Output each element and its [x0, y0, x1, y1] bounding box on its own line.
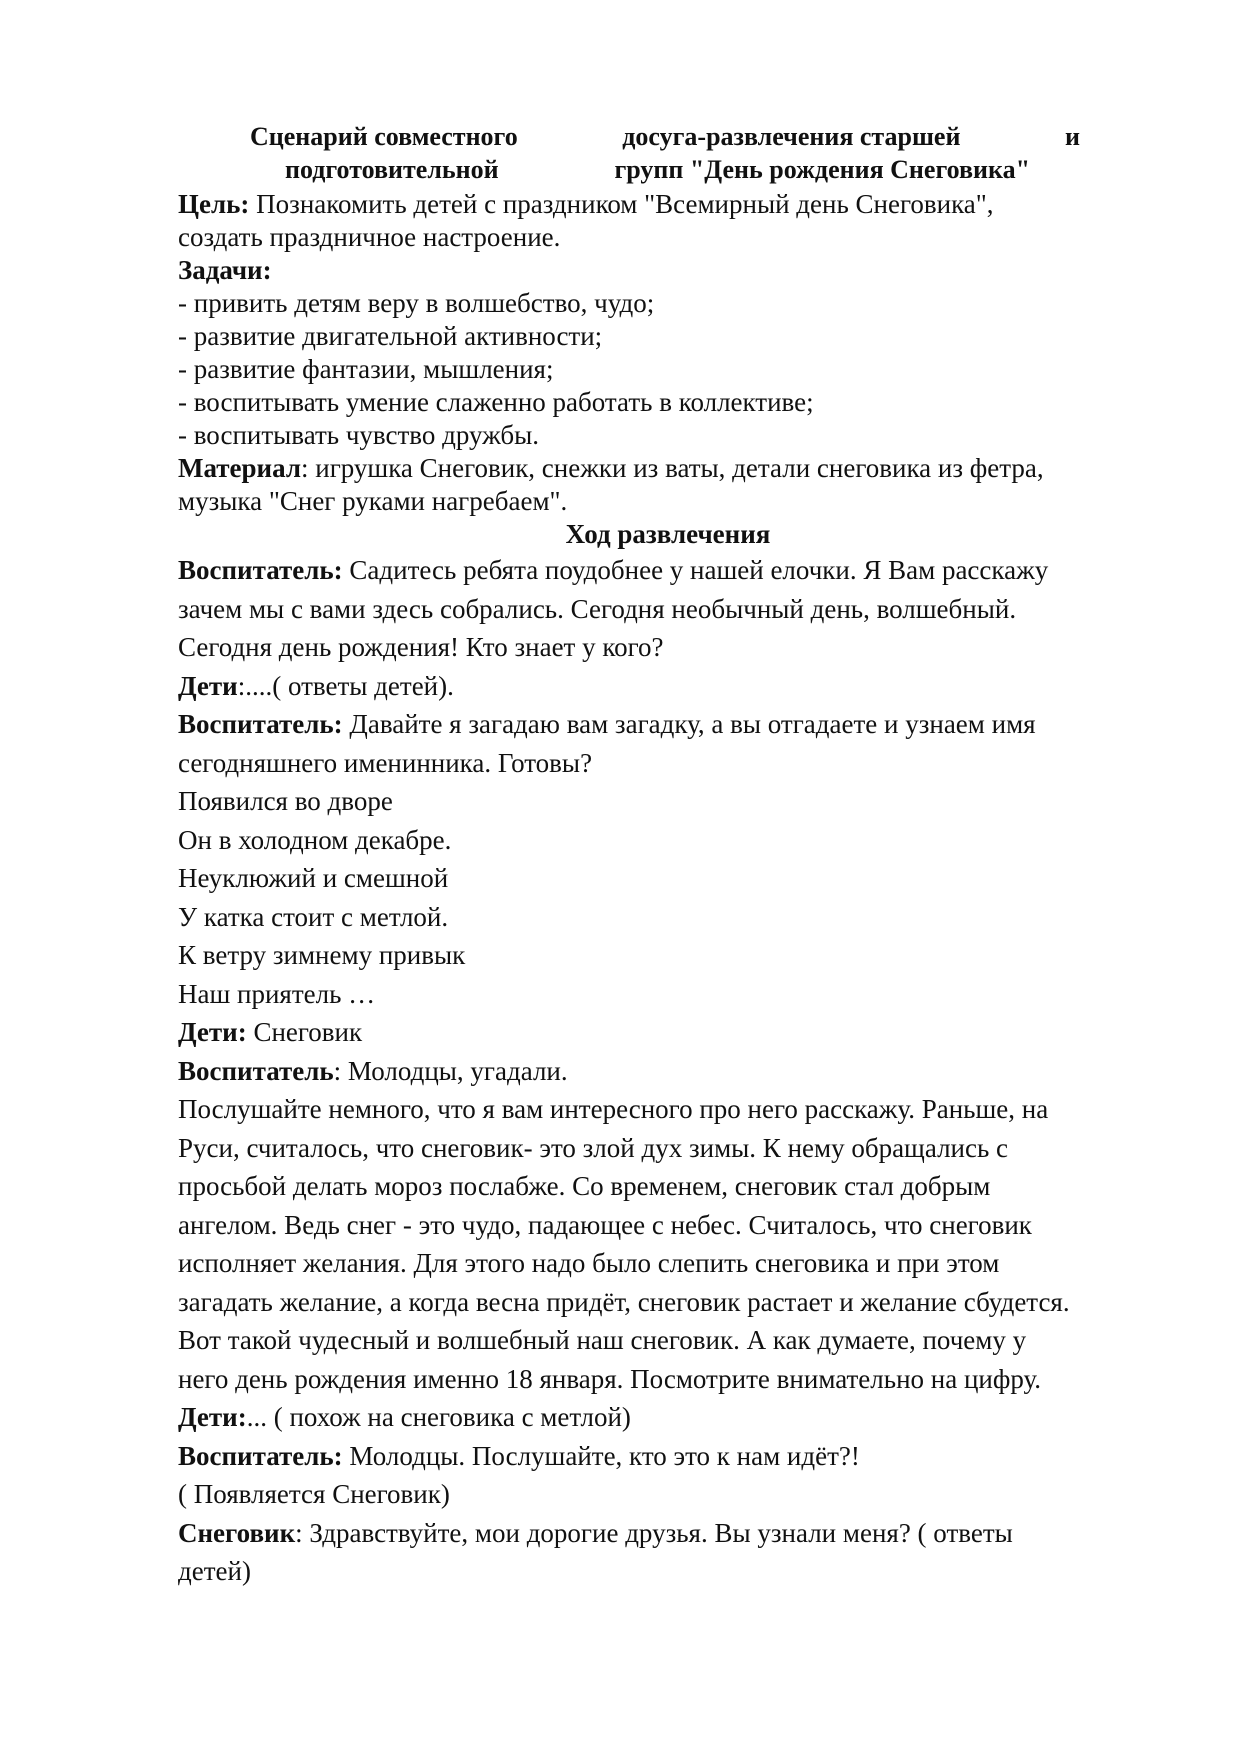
speaker-label: Воспитатель: [178, 1440, 343, 1471]
speaker-label: Дети: [178, 1402, 247, 1432]
dialogue-line: зачем мы с вами здесь собрались. Сегодня необычный день, волшебный. [178, 593, 1017, 624]
story-line: исполняет желания. Для этого надо было слепить снеговика и при этом [178, 1248, 1000, 1278]
title-line-1: Сценарий совместного досуга-развлечения старшей и [250, 122, 1080, 151]
task-item: - развитие фантазии, мышления; [178, 354, 554, 384]
title-line-2: подготовительной групп "День рождения Снеговика" [285, 155, 1030, 184]
speaker-label: Снеговик [178, 1517, 296, 1548]
material-label: Материал [178, 453, 301, 483]
dialogue-line: Дети:....( ответы детей). [178, 670, 454, 701]
riddle-line: Он в холодном декабре. [178, 824, 452, 855]
speaker-label: Дети [178, 670, 238, 701]
story-line: Руси, считалось, что снеговик- это злой дух зимы. К нему обращались с [178, 1132, 1009, 1163]
riddle-line: Наш приятель … [178, 978, 376, 1009]
dialogue-line: Воспитатель: Садитесь ребята поудобнее у нашей елочки. Я Вам расскажу [178, 555, 1049, 585]
speaker-label: Дети: [178, 1017, 247, 1047]
dialogue-line: Воспитатель: Давайте я загадаю вам загадку, а вы отгадаете и узнаем имя [178, 709, 1036, 739]
material-line-2: музыка "Снег руками нагребаем". [178, 486, 568, 516]
story-line: Послушайте немного, что я вам интересного про него расскажу. Раньше, на [178, 1094, 1049, 1124]
material-line: Материал: игрушка Снеговик, снежки из ваты, детали снеговика из фетра, [178, 453, 1044, 483]
riddle-line: К ветру зимнему привык [178, 940, 466, 970]
story-line: просьбой делать мороз послабже. Со временем, снеговик стал добрым [178, 1171, 991, 1201]
story-line: загадать желание, а когда весна придёт, снеговик растает и желание сбудется. [178, 1286, 1070, 1317]
speaker-label: Воспитатель: [178, 555, 343, 585]
story-line: Вот такой чудесный и волшебный наш снеговик. А как думаете, почему у [178, 1325, 1027, 1355]
story-line: него день рождения именно 18 января. Посмотрите внимательно на цифру. [178, 1363, 1042, 1394]
dialogue-line: Воспитатель: Молодцы, угадали. [178, 1055, 568, 1086]
riddle-line: У катка стоит с метлой. [178, 901, 449, 932]
riddle-line: Появился во дворе [178, 786, 393, 816]
dialogue-line: Снеговик: Здравствуйте, мои дорогие друзья. Вы узнали меня? ( ответы [178, 1517, 1013, 1548]
task-item: - воспитывать умение слаженно работать в коллективе; [178, 387, 814, 417]
speaker-label: Воспитатель: [178, 709, 343, 739]
goal-line: Цель: Познакомить детей с праздником "Всемирный день Снеговика", [178, 189, 994, 219]
document-title [250, 120, 1080, 186]
dialogue-line: сегодняшнего именинника. Готовы? [178, 747, 593, 778]
dialogue-line: Дети:... ( похож на снеговика с метлой) [178, 1402, 631, 1432]
dialogue-line: Воспитатель: Молодцы. Послушайте, кто это к нам идёт?! [178, 1440, 860, 1471]
section-heading: Ход развлечения [565, 519, 771, 549]
dialogue-line: детей) [178, 1556, 251, 1586]
goal-label: Цель: [178, 189, 250, 219]
dialogue-line: Дети: Снеговик [178, 1017, 363, 1047]
document-body [178, 188, 1158, 1591]
stage-direction: ( Появляется Снеговик) [178, 1479, 450, 1509]
task-item: - воспитывать чувство дружбы. [178, 420, 540, 450]
dialogue-line: Сегодня день рождения! Кто знает у кого? [178, 632, 664, 662]
task-item: - привить детям веру в волшебство, чудо; [178, 288, 655, 318]
riddle-line: Неуклюжий и смешной [178, 863, 449, 893]
speaker-label: Воспитатель [178, 1055, 334, 1086]
tasks-label: Задачи: [178, 255, 272, 285]
goal-line-2: создать праздничное настроение. [178, 222, 561, 252]
task-item: - развитие двигательной активности; [178, 321, 603, 351]
story-line: ангелом. Ведь снег - это чудо, падающее с небес. Считалось, что снеговик [178, 1209, 1032, 1240]
